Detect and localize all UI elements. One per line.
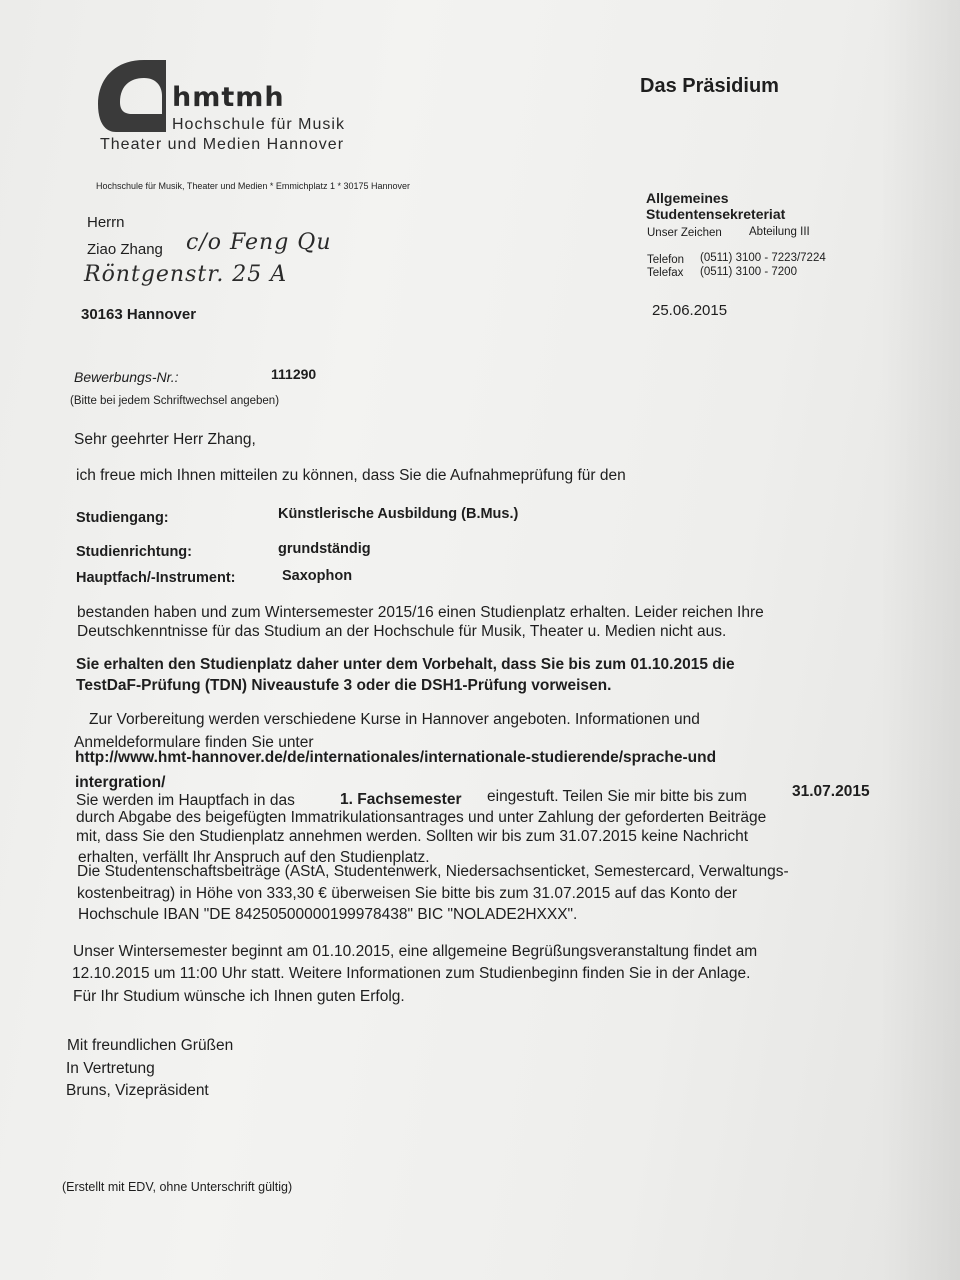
paragraph-3-line-1: Zur Vorbereitung werden verschiedene Kurse in Hannover angeboten. Informationen und [89,711,700,728]
paragraph-4-line-2: durch Abgabe des beigefügten Immatrikulationsantrages und unter Zahlung der geforderten Beiträge [76,809,767,826]
studiengang-value: Künstlerische Ausbildung (B.Mus.) [278,506,519,522]
paragraph-4-line-1b: eingestuft. Teilen Sie mir bitte bis zum [487,788,747,805]
hauptfach-label: Hauptfach/-Instrument: [76,570,236,586]
phone-value: (0511) 3100 - 7223/7224 [700,252,826,264]
paragraph-3-line-2: Anmeldeformulare finden Sie unter [74,734,314,751]
paragraph-6-line-3: Für Ihr Studium wünsche ich Ihnen guten Erfolg. [73,988,405,1005]
logo-wordmark: hmtmh [172,82,285,113]
richtung-value: grundständig [278,541,371,557]
paragraph-4-line-3: mit, dass Sie den Studienplatz annehmen werden. Sollten wir bis zum 31.07.2015 keine Nachricht [76,828,749,845]
page-edge-shadow [880,0,960,1280]
handwritten-care-of: c/o Feng Qu [186,230,332,255]
logo-line-1: Hochschule für Musik [172,116,345,133]
reference-label: Unser Zeichen [647,227,722,239]
paragraph-4-semester: 1. Fachsemester [340,791,462,808]
department-title-1: Allgemeines [646,190,729,206]
paragraph-2-line-2: TestDaF-Prüfung (TDN) Niveaustufe 3 oder die DSH1-Prüfung vorweisen. [76,677,612,694]
fax-value: (0511) 3100 - 7200 [700,266,797,278]
fax-label: Telefax [647,267,684,279]
closing-regards: Mit freundlichen Grüßen [67,1037,234,1054]
studiengang-label: Studiengang: [76,510,169,526]
phone-label: Telefon [647,254,685,266]
paragraph-4-line-4: erhalten, verfällt Ihr Anspruch auf den Studienplatz. [78,849,430,866]
footer-note: (Erstellt mit EDV, ohne Unterschrift gültig) [62,1180,293,1194]
paragraph-5-line-3: Hochschule IBAN "DE 84250500000199978438" BIC "NOLADE2HXXX". [78,906,578,923]
recipient-salutation: Herrn [87,214,125,231]
paragraph-6-line-1: Unser Wintersemester beginnt am 01.10.2015, eine allgemeine Begrüßungsveranstaltung findet am [73,943,758,960]
greeting: Sehr geehrter Herr Zhang, [74,431,256,448]
application-note: (Bitte bei jedem Schriftwechsel angeben) [70,395,280,407]
department-title-2: Studentensekreteriat [646,206,786,222]
paragraph-3-url-line-2: intergration/ [75,774,166,791]
paragraph-4-deadline: 31.07.2015 [792,783,870,800]
application-label: Bewerbungs-Nr.: [74,369,179,385]
richtung-label: Studienrichtung: [76,544,192,560]
recipient-name: Ziao Zhang [87,241,163,258]
hauptfach-value: Saxophon [282,568,353,584]
logo-line-2: Theater und Medien Hannover [100,136,345,153]
reference-value: Abteilung III [749,226,810,238]
paragraph-5-line-2: kostenbeitrag) in Höhe von 333,30 € überweisen Sie bitte bis zum 31.07.2015 auf das Konto der [77,885,738,902]
paragraph-5-line-1: Die Studentenschaftsbeiträge (AStA, Studentenwerk, Niedersachsenticket, Semestercard, Verwaltungs- [77,863,789,880]
paragraph-4-line-1a: Sie werden im Hauptfach in das [76,792,295,809]
sender-address-line: Hochschule für Musik, Theater und Medien * Emmichplatz 1 * 30175 Hannover [96,181,410,191]
office-title: Das Präsidium [640,75,779,97]
handwritten-street: Röntgenstr. 25 A [84,262,288,287]
closing-signer: Bruns, Vizepräsident [66,1082,209,1099]
letter-date: 25.06.2015 [652,302,728,319]
paragraph-1-line-1: bestanden haben und zum Wintersemester 2015/16 einen Studienplatz erhalten. Leider reichen Ihre [77,604,764,621]
closing-proxy: In Vertretung [66,1060,155,1077]
intro-line: ich freue mich Ihnen mitteilen zu können, dass Sie die Aufnahmeprüfung für den [76,467,626,484]
paragraph-1-line-2: Deutschkenntnisse für das Studium an der Hochschule für Musik, Theater u. Medien nicht aus. [77,623,727,640]
recipient-city: 30163 Hannover [81,306,197,323]
paragraph-6-line-2: 12.10.2015 um 11:00 Uhr statt. Weitere Informationen zum Studienbeginn finden Sie in der Anlage. [72,965,751,982]
paragraph-2-line-1: Sie erhalten den Studienplatz daher unter dem Vorbehalt, dass Sie bis zum 01.10.2015 die [76,656,735,673]
paragraph-3-url-line-1: http://www.hmt-hannover.de/de/internationales/internationale-studierende/sprache-und [75,749,717,766]
application-number: 111290 [271,366,317,382]
